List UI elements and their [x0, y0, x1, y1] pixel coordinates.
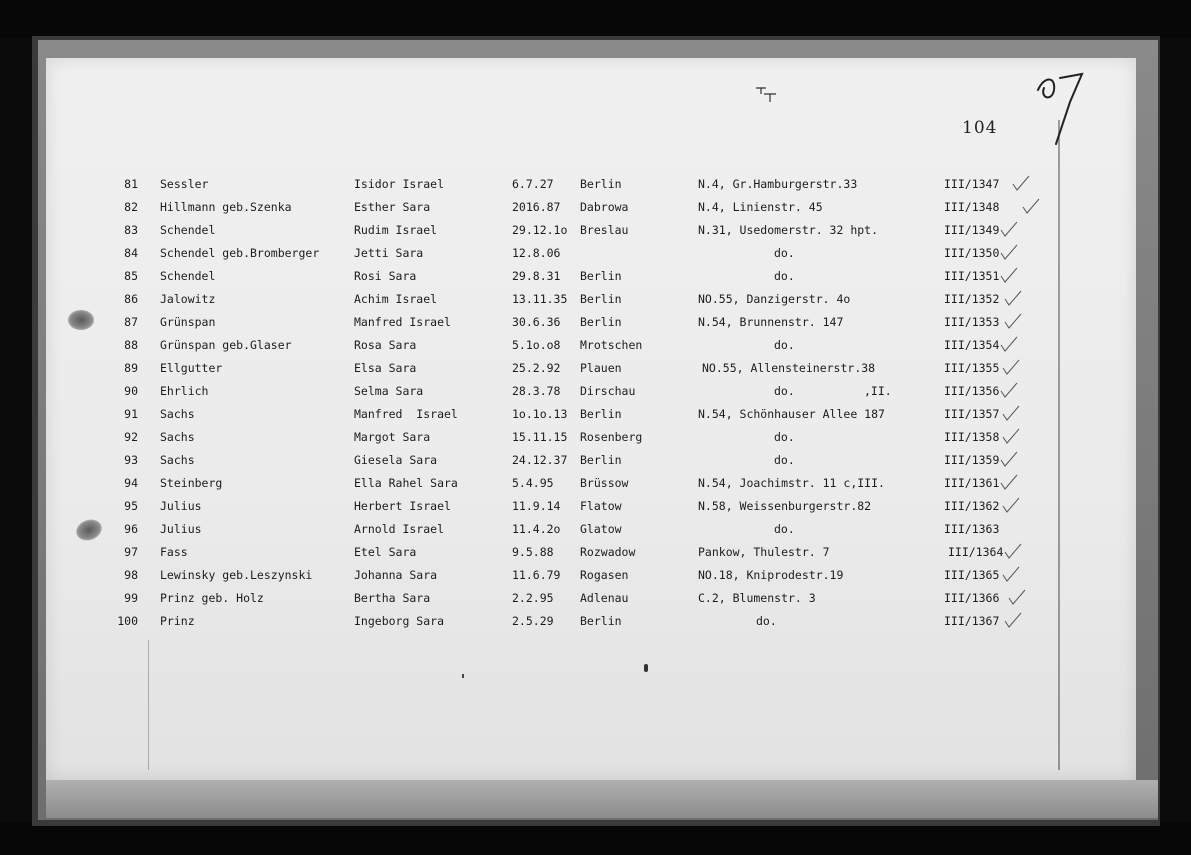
- table-row: [0, 196, 1060, 218]
- page-number: 104: [962, 118, 998, 138]
- table-row: [0, 173, 1060, 195]
- reference-number: III/1347: [944, 177, 1000, 191]
- address: do.: [774, 430, 795, 444]
- first-name: Herbert Israel: [354, 499, 451, 513]
- address: C.2, Blumenstr. 3: [698, 591, 816, 605]
- reference-number: III/1361: [944, 476, 1000, 490]
- first-name: Giesela Sara: [354, 453, 438, 467]
- table-row: [0, 288, 1060, 310]
- row-number: 92: [124, 430, 138, 444]
- row-number: 99: [124, 591, 138, 605]
- reference-number: III/1359: [944, 453, 1000, 467]
- last-name: Julius: [160, 499, 202, 513]
- table-row: [0, 518, 1060, 540]
- table-row: [0, 357, 1060, 379]
- film-edge-bottom: [0, 822, 1191, 855]
- row-number: 87: [124, 315, 138, 329]
- last-name: Sachs: [160, 453, 195, 467]
- reference-number: III/1362: [944, 499, 1000, 513]
- row-number: 91: [124, 407, 138, 421]
- row-number: 90: [124, 384, 138, 398]
- address: NO.55, Danzigerstr. 4o: [698, 292, 851, 306]
- last-name: Julius: [160, 522, 202, 536]
- table-row: [0, 587, 1060, 609]
- check-mark-icon: [1012, 175, 1030, 193]
- reference-number: III/1358: [944, 430, 1000, 444]
- first-name: Rudim Israel: [354, 223, 438, 237]
- last-name: Ellgutter: [160, 361, 223, 375]
- address: Pankow, Thulestr. 7: [698, 545, 830, 559]
- first-name: Etel Sara: [354, 545, 417, 559]
- last-name: Steinberg: [160, 476, 223, 490]
- first-name: Margot Sara: [354, 430, 431, 444]
- birth-date: 2.2.95: [512, 591, 554, 605]
- table-row: [0, 311, 1060, 333]
- table-row: [0, 334, 1060, 356]
- address: do.: [756, 614, 777, 628]
- birth-date: 15.11.15: [512, 430, 568, 444]
- birth-place: Brüssow: [580, 476, 629, 490]
- birth-date: 2.5.29: [512, 614, 554, 628]
- birth-place: Adlenau: [580, 591, 629, 605]
- row-number: 95: [124, 499, 138, 513]
- last-name: Jalowitz: [160, 292, 216, 306]
- birth-date: 9.5.88: [512, 545, 554, 559]
- first-name: Rosa Sara: [354, 338, 417, 352]
- check-mark-icon: [1000, 244, 1018, 262]
- first-name: Achim Israel: [354, 292, 438, 306]
- last-name: Ehrlich: [160, 384, 209, 398]
- table-row: [0, 426, 1060, 448]
- address: NO.55, Allensteinerstr.38: [702, 361, 876, 375]
- row-number: 83: [124, 223, 138, 237]
- first-name: Ella Rahel Sara: [354, 476, 458, 490]
- reference-number: III/1367: [944, 614, 1000, 628]
- address: do.: [774, 522, 795, 536]
- row-number: 89: [124, 361, 138, 375]
- table-row: [0, 495, 1060, 517]
- check-mark-icon: [1004, 290, 1022, 308]
- check-mark-icon: [1002, 566, 1020, 584]
- birth-date: 11.6.79: [512, 568, 561, 582]
- check-mark-icon: [1002, 405, 1020, 423]
- birth-place: Berlin: [580, 407, 622, 421]
- table-row: [0, 541, 1060, 563]
- birth-date: 24.12.37: [512, 453, 568, 467]
- row-number: 93: [124, 453, 138, 467]
- last-name: Lewinsky geb.Leszynski: [160, 568, 313, 582]
- address: do.: [774, 269, 795, 283]
- reference-number: III/1363: [944, 522, 1000, 536]
- address: N.54, Joachimstr. 11 c,III.: [698, 476, 885, 490]
- row-number: 94: [124, 476, 138, 490]
- address: N.31, Usedomerstr. 32 hpt.: [698, 223, 879, 237]
- first-name: Jetti Sara: [354, 246, 424, 260]
- check-mark-icon: [1004, 313, 1022, 331]
- birth-place: Breslau: [580, 223, 629, 237]
- first-name: Isidor Israel: [354, 177, 445, 191]
- birth-date: 13.11.35: [512, 292, 568, 306]
- birth-date: 2016.87: [512, 200, 561, 214]
- birth-date: 12.8.06: [512, 246, 561, 260]
- row-number: 97: [124, 545, 138, 559]
- address: N.4, Linienstr. 45: [698, 200, 823, 214]
- last-name: Grünspan geb.Glaser: [160, 338, 292, 352]
- birth-date: 6.7.27: [512, 177, 554, 191]
- last-name: Schendel geb.Bromberger: [160, 246, 320, 260]
- birth-date: 29.8.31: [512, 269, 561, 283]
- birth-place: Glatow: [580, 522, 622, 536]
- birth-place: Berlin: [580, 269, 622, 283]
- check-mark-icon: [1004, 612, 1022, 630]
- row-number: 88: [124, 338, 138, 352]
- reference-number: III/1355: [944, 361, 1000, 375]
- handwritten-folio-mark: [1030, 68, 1090, 148]
- address: N.4, Gr.Hamburgerstr.33: [698, 177, 858, 191]
- address: do.: [774, 246, 795, 260]
- check-mark-icon: [1000, 474, 1018, 492]
- row-number: 84: [124, 246, 138, 260]
- birth-date: 5.1o.o8: [512, 338, 561, 352]
- birth-place: Rozwadow: [580, 545, 636, 559]
- birth-place: Berlin: [580, 292, 622, 306]
- check-mark-icon: [1000, 336, 1018, 354]
- check-mark-icon: [1022, 198, 1040, 216]
- birth-place: Dabrowa: [580, 200, 629, 214]
- birth-place: Rogasen: [580, 568, 629, 582]
- table-row: [0, 449, 1060, 471]
- last-name: Schendel: [160, 269, 216, 283]
- row-number: 81: [124, 177, 138, 191]
- birth-place: Mrotschen: [580, 338, 643, 352]
- birth-place: Berlin: [580, 614, 622, 628]
- first-name: Ingeborg Sara: [354, 614, 445, 628]
- last-name: Prinz geb. Holz: [160, 591, 264, 605]
- first-name: Rosi Sara: [354, 269, 417, 283]
- reference-number: III/1353: [944, 315, 1000, 329]
- check-mark-icon: [1000, 221, 1018, 239]
- last-name: Grünspan: [160, 315, 216, 329]
- table-row: [0, 564, 1060, 586]
- table-row: [0, 219, 1060, 241]
- birth-place: Berlin: [580, 315, 622, 329]
- birth-place: Plauen: [580, 361, 622, 375]
- birth-date: 25.2.92: [512, 361, 561, 375]
- reference-number: III/1348: [944, 200, 1000, 214]
- check-mark-icon: [1000, 451, 1018, 469]
- table-row: [0, 242, 1060, 264]
- stray-mark: [462, 674, 464, 678]
- last-name: Sessler: [160, 177, 209, 191]
- reference-number: III/1354: [944, 338, 1000, 352]
- birth-date: 11.9.14: [512, 499, 561, 513]
- first-name: Arnold Israel: [354, 522, 445, 536]
- table-row: [0, 380, 1060, 402]
- reference-number: III/1352: [944, 292, 1000, 306]
- row-number: 96: [124, 522, 138, 536]
- birth-date: 5.4.95: [512, 476, 554, 490]
- last-name: Schendel: [160, 223, 216, 237]
- pencil-tick-mark: [752, 80, 782, 104]
- birth-place: Dirschau: [580, 384, 636, 398]
- row-number: 85: [124, 269, 138, 283]
- birth-date: 1o.1o.13: [512, 407, 568, 421]
- table-row: [0, 265, 1060, 287]
- reference-number: III/1357: [944, 407, 1000, 421]
- check-mark-icon: [1000, 382, 1018, 400]
- last-name: Hillmann geb.Szenka: [160, 200, 292, 214]
- check-mark-icon: [1008, 589, 1026, 607]
- check-mark-icon: [1000, 267, 1018, 285]
- fold-line-left: [148, 640, 149, 770]
- address: N.54, Schönhauser Allee 187: [698, 407, 885, 421]
- birth-date: 30.6.36: [512, 315, 561, 329]
- first-name: Esther Sara: [354, 200, 431, 214]
- table-row: [0, 472, 1060, 494]
- reference-number: III/1356: [944, 384, 1000, 398]
- last-name: Prinz: [160, 614, 195, 628]
- reference-number: III/1364: [948, 545, 1004, 559]
- reference-number: III/1365: [944, 568, 1000, 582]
- row-number: 100: [117, 614, 138, 628]
- check-mark-icon: [1002, 497, 1020, 515]
- address: N.54, Brunnenstr. 147: [698, 315, 844, 329]
- address: do.: [774, 338, 795, 352]
- birth-date: 29.12.1o: [512, 223, 568, 237]
- check-mark-icon: [1002, 428, 1020, 446]
- address: NO.18, Kniprodestr.19: [698, 568, 844, 582]
- check-mark-icon: [1002, 359, 1020, 377]
- birth-place: Rosenberg: [580, 430, 643, 444]
- address: do. ,II.: [774, 384, 892, 398]
- first-name: Johanna Sara: [354, 568, 438, 582]
- birth-place: Flatow: [580, 499, 622, 513]
- birth-date: 11.4.2o: [512, 522, 561, 536]
- stray-mark: [644, 664, 648, 672]
- first-name: Manfred Israel: [354, 407, 458, 421]
- birth-date: 28.3.78: [512, 384, 561, 398]
- birth-place: Berlin: [580, 453, 622, 467]
- first-name: Manfred Israel: [354, 315, 451, 329]
- address: N.58, Weissenburgerstr.82: [698, 499, 872, 513]
- address: do.: [774, 453, 795, 467]
- birth-place: Berlin: [580, 177, 622, 191]
- reference-number: III/1349: [944, 223, 1000, 237]
- row-number: 86: [124, 292, 138, 306]
- table-row: [0, 610, 1060, 632]
- first-name: Selma Sara: [354, 384, 424, 398]
- reference-number: III/1351: [944, 269, 1000, 283]
- first-name: Bertha Sara: [354, 591, 431, 605]
- table-row: [0, 403, 1060, 425]
- first-name: Elsa Sara: [354, 361, 417, 375]
- film-edge-top: [0, 0, 1191, 38]
- reference-number: III/1366: [944, 591, 1000, 605]
- last-name: Sachs: [160, 407, 195, 421]
- row-number: 98: [124, 568, 138, 582]
- last-name: Sachs: [160, 430, 195, 444]
- row-number: 82: [124, 200, 138, 214]
- last-name: Fass: [160, 545, 188, 559]
- reference-number: III/1350: [944, 246, 1000, 260]
- paper-bottom-band: [46, 780, 1158, 818]
- check-mark-icon: [1004, 543, 1022, 561]
